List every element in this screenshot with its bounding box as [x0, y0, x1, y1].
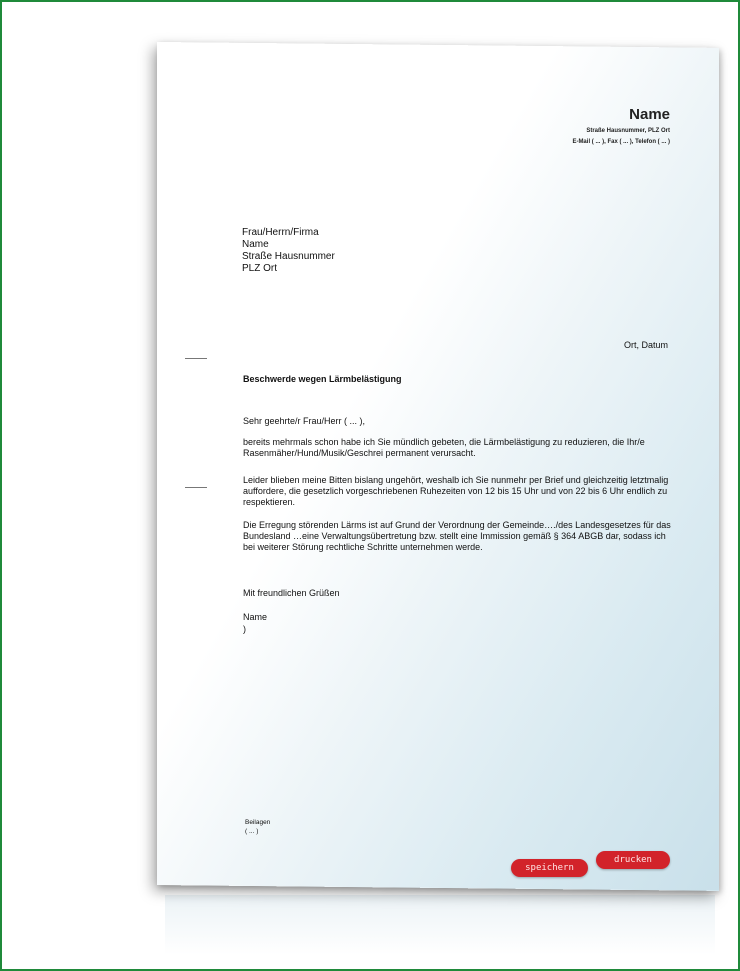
fold-mark — [185, 358, 207, 359]
sender-name: Name — [629, 106, 670, 123]
body-paragraph: bereits mehrmals schon habe ich Sie mündlich gebeten, die Lärmbelästigung zu reduzieren, die Ihr/e Rasenmäher/Hund/Musik/Geschrei permanent verursacht. — [243, 437, 645, 458]
attachments-label: Beilagen — [245, 819, 271, 826]
salutation: Sehr geehrte/r Frau/Herr ( ... ), — [243, 416, 366, 426]
signature-name: Name — [243, 612, 268, 622]
print-button[interactable]: drucken — [596, 851, 670, 869]
attachments-value: ( ... ) — [245, 828, 259, 835]
body-paragraph: Leider blieben meine Bitten bislang ungehört, weshalb ich Sie nunmehr per Brief und gleichzeitig letztmalig auffordere, die gesetzlich vorgeschriebenen Ruhezeiten von 12 bis 15 Uhr und von 22 bis 6 Uhr endlich zu respektieren. — [243, 475, 669, 507]
page-reflection — [165, 895, 715, 955]
signature-extra: ) — [243, 624, 246, 634]
fold-mark — [185, 487, 207, 488]
save-button[interactable]: speichern — [511, 859, 588, 877]
recipient-line: Straße Hausnummer — [242, 251, 335, 262]
recipient-line: Name — [242, 239, 269, 250]
letter-subject: Beschwerde wegen Lärmbelästigung — [243, 374, 402, 384]
sender-contact: E-Mail ( ... ), Fax ( ... ), Telefon ( ... ) — [572, 139, 670, 145]
letter-page — [157, 42, 719, 891]
recipient-line: PLZ Ort — [242, 263, 278, 274]
place-date: Ort, Datum — [623, 340, 668, 350]
closing: Mit freundlichen Grüßen — [243, 588, 340, 598]
body-paragraph: Die Erregung störenden Lärms ist auf Grund der Verordnung der Gemeinde…./des Landesgesetzes für das Bundesland …eine Verwaltungsübertretung bzw. stellt eine Immission gemäß § 364 ABGB dar, sodass ich bei weiterer Störung rechtliche Schritte unternehmen werde. — [243, 520, 671, 552]
recipient-line: Frau/Herrn/Firma — [242, 227, 319, 238]
sender-address: Straße Hausnummer, PLZ Ort — [586, 128, 670, 134]
